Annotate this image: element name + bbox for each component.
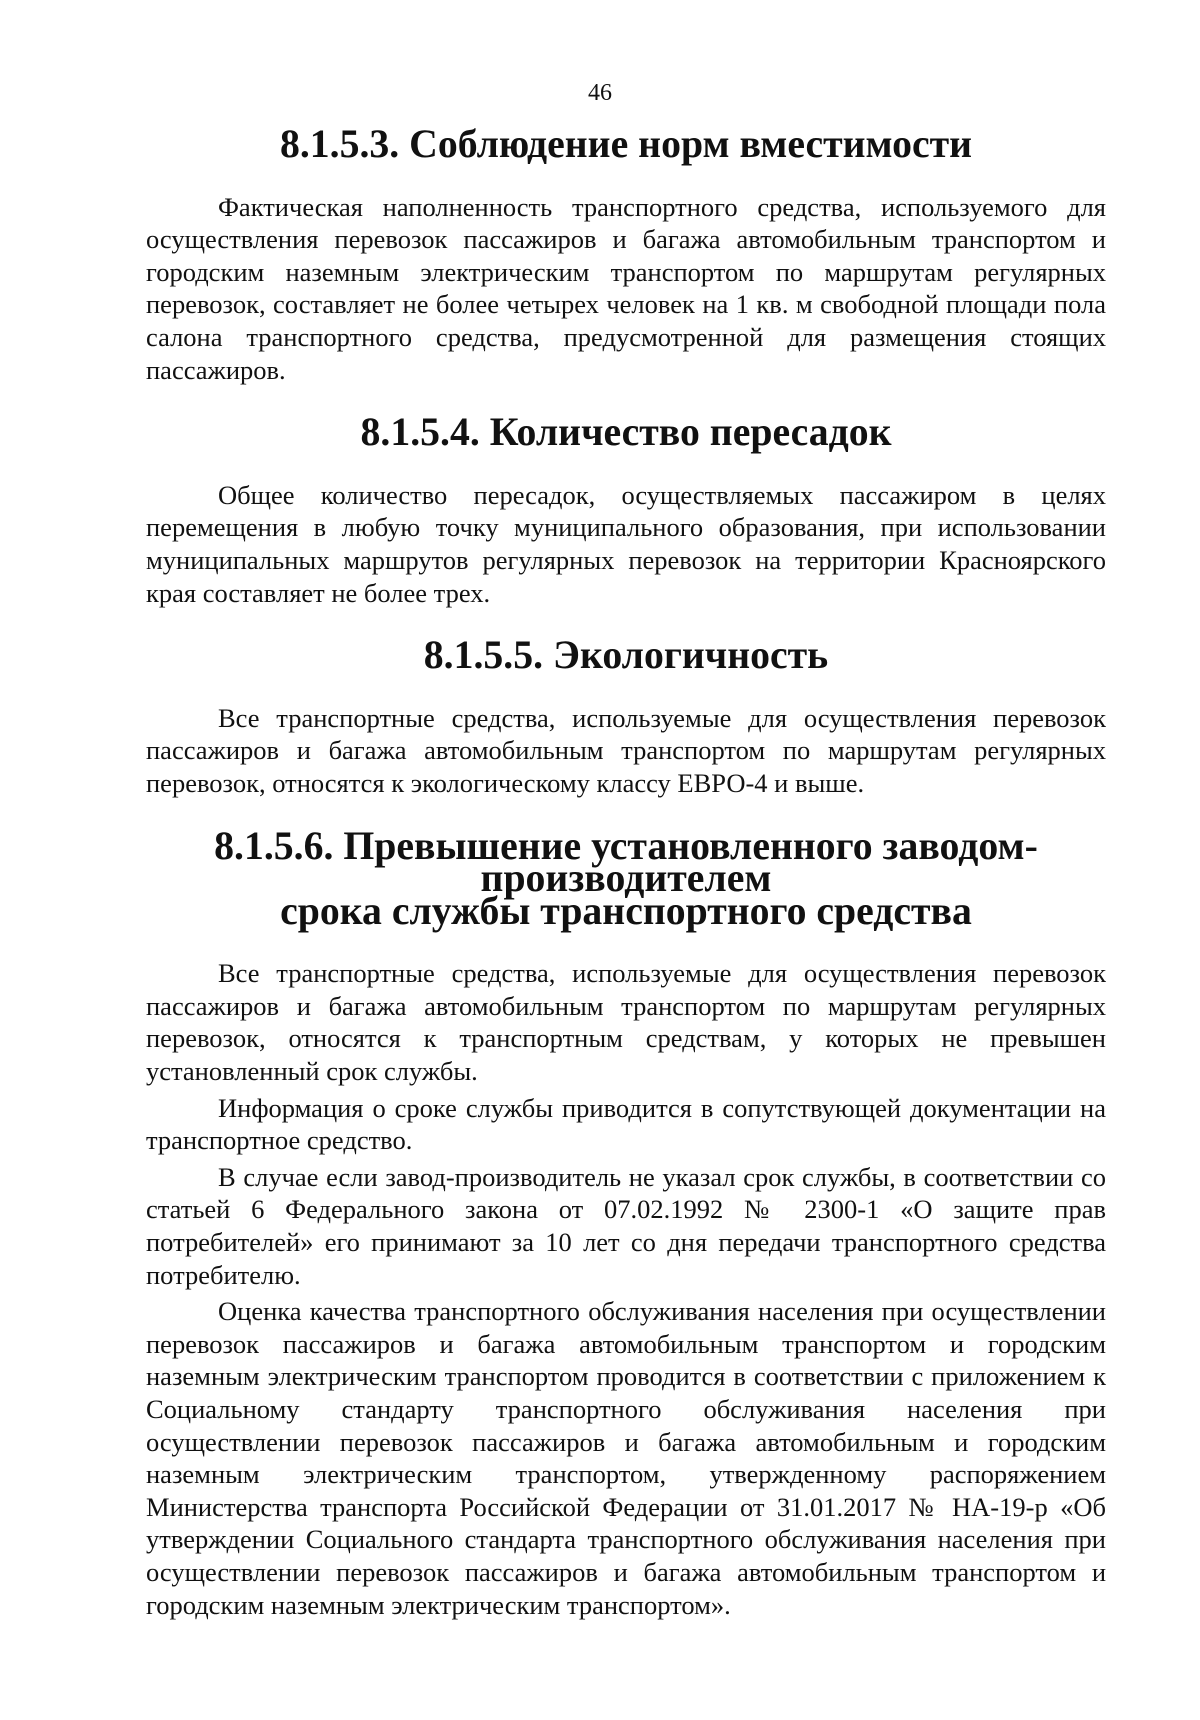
- heading-line: 8.1.5.3. Соблюдение норм вместимости: [279, 122, 973, 166]
- document-body: [146, 122, 1106, 1621]
- heading-line: 8.1.5.6. Превышение установленного заводом-производителем: [214, 823, 1038, 901]
- paragraph: В случае если завод-производитель не указал срок службы, в соответствии со статьей 6 Федерального закона от 07.02.1992 № 2300-1 «О защите прав потребителей» его принимают за 10 лет со дня передачи транспортного средства потребителю.: [146, 1161, 1106, 1290]
- heading-line: 8.1.5.4. Количество пересадок: [360, 410, 892, 455]
- section-heading-8-1-5-3: [146, 122, 1106, 166]
- page-number: 46: [588, 80, 612, 106]
- section-heading-8-1-5-5: [146, 633, 1106, 678]
- paragraph: Общее количество пересадок, осуществляемых пассажиром в целях перемещения в любую точку муниципального образования, при использовании муниципальных маршрутов регулярных перевозок на территории Красноярского края составляет не более трех.: [146, 479, 1106, 608]
- paragraph: Все транспортные средства, используемые для осуществления перевозок пассажиров и багажа автомобильным транспортом по маршрутам регулярных перевозок, относятся к транспортным средствам, у которых не превышен установленный срок службы.: [146, 958, 1106, 1087]
- paragraph: Информация о сроке службы приводится в сопутствующей документации на транспортное средство.: [146, 1092, 1106, 1156]
- section-heading-8-1-5-6: [146, 823, 1106, 933]
- paragraph: Оценка качества транспортного обслуживания населения при осуществлении перевозок пассажиров и багажа автомобильным транспортом и городским наземным электрическим транспортом проводится в соответствии с приложением к Социальному стандарту транспортного обслуживания населения при осуществлении перевозок пассажиров и багажа автомобильным и городским наземным электрическим транспортом, утвержденному распоряжением Министерства транспорта Российской Федерации от 31.01.2017 № НА-19-р «Об утверждении Социального стандарта транспортного обслуживания населения при осуществлении перевозок пассажиров и багажа автомобильным транспортом и городским наземным электрическим транспортом».: [146, 1296, 1106, 1620]
- paragraph: Все транспортные средства, используемые для осуществления перевозок пассажиров и багажа автомобильным транспортом по маршрутам регулярных перевозок, относятся к экологическому классу ЕВРО-4 и выше.: [146, 702, 1106, 798]
- section-heading-8-1-5-4: [146, 410, 1106, 455]
- heading-line: 8.1.5.5. Экологичность: [423, 633, 829, 678]
- paragraph: Фактическая наполненность транспортного средства, используемого для осуществления перевозок пассажиров и багажа автомобильным транспортом и городским наземным электрическим транспортом по маршрутам регулярных перевозок, составляет не более четырех человек на 1 кв. м свободной площади пола салона транспортного средства, предусмотренной для размещения стоящих пассажиров.: [146, 191, 1106, 385]
- heading-line: срока службы транспортного средства: [280, 888, 972, 933]
